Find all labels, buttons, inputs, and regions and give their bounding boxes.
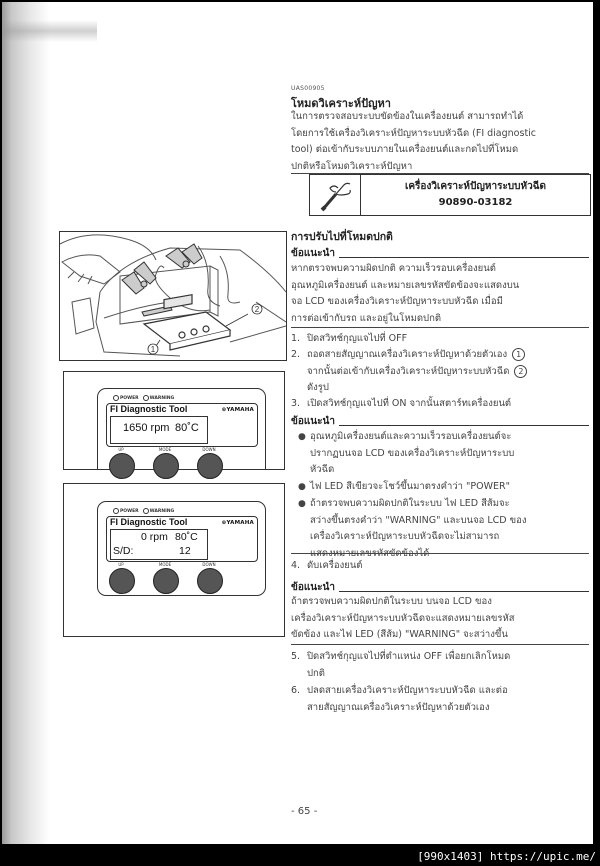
lcd-rpm: 1650 rpm: [123, 422, 170, 434]
step-number: 6.: [291, 685, 301, 696]
bullet-text: ปรากฏบนจอ LCD ของเครื่องวิเคราะห์ปัญหาระบบ: [310, 447, 515, 459]
led-indicators: [113, 395, 174, 401]
step-text: ปิดสวิทช์กุญแจไปที่ OFF: [307, 333, 408, 344]
step-text: ดังรูป: [307, 382, 329, 393]
intro-line: tool) ต่อเข้ากับระบบภายในเครื่องยนต์และกดไปที่โหมด: [291, 144, 519, 155]
divider: [291, 644, 589, 645]
step-text: จากนั้นต่อเข้ากับเครื่องวิเคราะห์ปัญหาระบบหัวฉีด: [307, 365, 510, 377]
note-label: ข้อแนะนำ: [291, 248, 335, 259]
special-tool-box: [309, 174, 591, 216]
note-line: จอ LCD ของเครื่องวิเคราะห์ปัญหาระบบหัวฉีด เมื่อมี: [291, 296, 503, 307]
device-title: FI Diagnostic Tool: [110, 517, 188, 527]
mode-label: MODE: [158, 562, 172, 567]
down-label: DOWN: [202, 562, 216, 567]
connection-illustration: [59, 231, 287, 361]
bullet-text: หัวฉีด: [310, 464, 335, 475]
down-label: DOWN: [202, 447, 216, 452]
screen-frame: [106, 516, 258, 562]
lcd-display: [110, 416, 208, 444]
step-text: เปิดสวิทช์กุญแจไปที่ ON จากนั้นสตาร์ทเครื่องยนต์: [307, 398, 512, 409]
tool-name: เครื่องวิเคราะห์ปัญหาระบบหัวฉีด: [404, 181, 547, 192]
step-number: 2.: [291, 349, 301, 360]
note-line: ถ้าตรวจพบความผิดปกติในระบบ บนจอ LCD ของ: [291, 596, 492, 607]
bullet-item: ● อุณหภูมิเครื่องยนต์และความเร็วรอบเครื่องยนต์จะ ปรากฏบนจอ LCD ของเครื่องวิเคราะห์ปัญหาระบบ หัวฉีด: [298, 429, 589, 479]
manual-page: [2, 2, 593, 844]
down-button: [197, 568, 223, 594]
lcd-rpm: 0 rpm: [141, 531, 168, 543]
lcd-normal-mode-figure: [63, 371, 285, 470]
step-number: 5.: [291, 651, 301, 662]
bullet-text: สว่างขึ้นตรงคำว่า "WARNING" และบนจอ LCD ของ: [310, 514, 527, 526]
bullet-text: เครื่องวิเคราะห์ปัญหาระบบหัวฉีดจะไม่สามารถ: [310, 531, 500, 542]
up-button: [109, 568, 135, 594]
bullet-text: ถ้าตรวจพบความผิดปกติในระบบ ไฟ LED สีส้มจะ: [310, 498, 510, 509]
note-line: ขัดข้อง และไฟ LED (สีส้ม) "WARNING" จะสว่างขึ้น: [291, 629, 508, 640]
note-paragraph: [291, 594, 589, 644]
diagnostic-tool-device: [97, 501, 266, 596]
intro-line: ในการตรวจสอบระบบขัดข้องในเครื่องยนต์ สามารถทำได้: [291, 111, 524, 122]
step-item: [291, 683, 589, 716]
power-led: POWER: [113, 395, 139, 401]
note-label: ข้อแนะนำ: [291, 416, 335, 427]
bullet-text: ไฟ LED สีเขียวจะโชว์ขึ้นมาตรงคำว่า "POWER": [310, 481, 510, 492]
pliers-tool-icon: [310, 175, 361, 215]
image-watermark: [990x1403] https://upic.me/: [417, 850, 596, 863]
book-spine-shadow: [2, 2, 50, 844]
note-label: ข้อแนะนำ: [291, 582, 335, 593]
lcd-temp: 80˚C: [175, 531, 198, 543]
lcd-display: [110, 529, 208, 560]
step-number: 1.: [291, 333, 301, 344]
device-title: FI Diagnostic Tool: [110, 404, 188, 414]
step-item: [291, 558, 589, 575]
lcd-sd-value: 12: [179, 545, 191, 557]
lcd-sd-label: S/D:: [113, 545, 134, 557]
note-heading: [291, 580, 589, 595]
step-text: ปลดสายเครื่องวิเคราะห์ปัญหาระบบหัวฉีด และต่อ: [307, 685, 508, 696]
note-heading: [291, 414, 589, 429]
note-line: อุณหภูมิเครื่องยนต์ และหมายเลขรหัสขัดข้องจะแสดงบน: [291, 279, 520, 291]
bullet-text: อุณหภูมิเครื่องยนต์และความเร็วรอบเครื่องยนต์จะ: [310, 431, 512, 442]
screen-frame: [106, 403, 258, 447]
callout-marker: 1: [512, 348, 525, 361]
note-paragraph: [291, 261, 589, 327]
down-button: [197, 453, 223, 479]
step-text: ดับเครื่องยนต์: [307, 560, 363, 571]
note-line: หากตรวจพบความผิดปกติ ความเร็วรอบเครื่องยนต์: [291, 263, 496, 274]
yamaha-logo: ⊛YAMAHA: [221, 520, 254, 526]
lcd-temp: 80˚C: [175, 422, 199, 434]
mode-button: [153, 453, 179, 479]
tool-part-number: 90890-03182: [438, 197, 513, 208]
up-label: UP: [118, 447, 124, 452]
step-number: 3.: [291, 398, 301, 409]
intro-line: ปกติหรือโหมดวิเคราะห์ปัญหา: [291, 160, 413, 172]
mode-label: MODE: [158, 447, 172, 452]
step-item: [291, 396, 589, 413]
bullet-item: ● ไฟ LED สีเขียวจะโชว์ขึ้นมาตรงคำว่า "POWER": [298, 479, 589, 496]
intro-line: โดยการใช้เครื่องวิเคราะห์ปัญหาระบบหัวฉีด (FI diagnostic: [291, 127, 537, 139]
engine-bay-drawing-icon: [60, 232, 286, 360]
section-title: โหมดวิเคราะห์ปัญหา: [291, 97, 391, 110]
mode-button: [153, 568, 179, 594]
bullet-item: ● ถ้าตรวจพบความผิดปกติในระบบ ไฟ LED สีส้มจะ สว่างขึ้นตรงคำว่า "WARNING" และบนจอ LCD ของ เครื่องวิเคราะห์ปัญหาระบบหัวฉีดจะไม่สามารถ แสดงหมายเลขรหัสขัดข้องได้: [298, 496, 589, 562]
divider: [291, 553, 589, 554]
warning-led: WARNING: [143, 508, 175, 514]
step-text: สายสัญญาณเครื่องวิเคราะห์ปัญหาด้วยตัวเอง: [307, 701, 490, 713]
subsection-title: การปรับไปที่โหมดปกติ: [291, 231, 393, 243]
step-item: [291, 649, 589, 682]
page-fold-shadow: [2, 20, 97, 42]
step-text: ถอดสายสัญญาณเครื่องวิเคราะห์ปัญหาด้วยตัวเอง: [307, 349, 508, 360]
step-text: ปิดสวิทช์กุญแจไปที่ตำแหน่ง OFF เพื่อยกเลิกโหมด: [307, 651, 511, 662]
svg-text:1: 1: [150, 345, 156, 354]
section-code: UAS00905: [291, 85, 325, 92]
warning-led: WARNING: [143, 395, 175, 401]
callout-marker: 2: [514, 365, 527, 378]
note-heading: [291, 246, 589, 261]
step-item: [291, 347, 589, 397]
svg-text:2: 2: [254, 305, 260, 314]
step-text: ปกติ: [307, 667, 325, 679]
up-button: [109, 453, 135, 479]
bullet-text: แสดงหมายเลขรหัสขัดข้องได้: [310, 547, 430, 559]
note-line: การต่อเข้ากับรถ และอยู่ในโหมดปกติ: [291, 312, 441, 324]
step-item: [291, 331, 589, 348]
step-number: 4.: [291, 560, 301, 571]
diagnostic-tool-device: [97, 388, 266, 469]
divider: [291, 327, 589, 328]
led-indicators: [113, 508, 174, 514]
lcd-fault-code-figure: [63, 483, 285, 637]
intro-paragraph: [291, 109, 589, 175]
yamaha-logo: ⊛YAMAHA: [221, 407, 254, 413]
page-number: - 65 -: [291, 806, 318, 817]
power-led: POWER: [113, 508, 139, 514]
up-label: UP: [118, 562, 124, 567]
note-line: เครื่องวิเคราะห์ปัญหาระบบหัวฉีดจะแสดงหมายเลขรหัส: [291, 612, 515, 624]
